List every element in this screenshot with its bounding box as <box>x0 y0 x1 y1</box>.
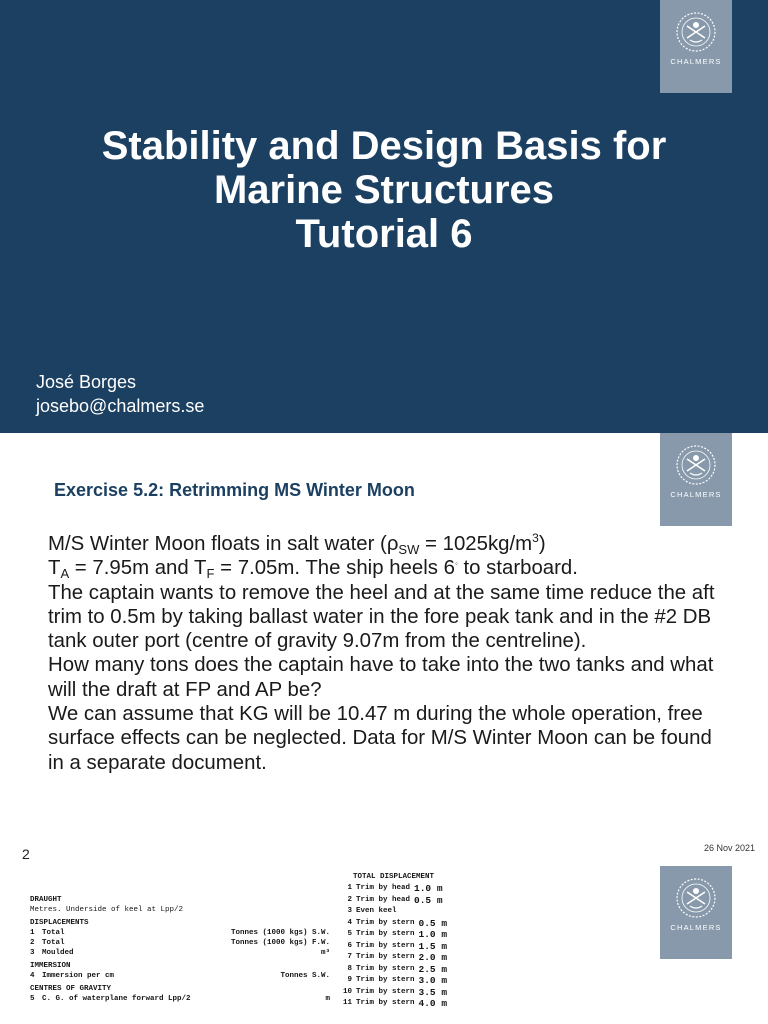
table-header: DRAUGHT <box>30 896 62 904</box>
row-number: 11 <box>342 999 352 1007</box>
row-number: 2 <box>347 895 352 904</box>
text: ) <box>538 533 546 555</box>
total-displacement-table <box>338 872 618 1010</box>
row-value: 0.5 m <box>414 894 443 906</box>
paragraph: We can assume that KG will be 10.47 m during the whole operation, free surface effects can be neglected. Data for M/S Winter Moon can be found in a separate document. <box>48 703 712 774</box>
table-row <box>30 928 330 938</box>
row-label: Trim by stern <box>356 999 415 1007</box>
row-label: Moulded <box>42 949 74 957</box>
paragraph <box>48 532 728 556</box>
row-value: 2.5 m <box>418 963 448 975</box>
row-label: Trim by stern <box>356 930 415 938</box>
trim-rows <box>338 883 618 1010</box>
exercise-heading: Exercise 5.2: Retrimming MS Winter Moon <box>54 480 415 500</box>
row-unit: Tonnes (1000 kgs) S.W. <box>230 929 330 937</box>
subscript: SW <box>398 542 420 557</box>
row-value: 4.0 m <box>418 998 448 1009</box>
row-value: 3.0 m <box>418 975 448 986</box>
row-number: 3 <box>30 949 35 957</box>
table-row <box>338 941 618 953</box>
slide-title <box>0 124 768 256</box>
table-row <box>30 994 330 1004</box>
row-label: Trim by stern <box>356 953 415 961</box>
row-number: 5 <box>30 995 35 1003</box>
exercise-slide <box>0 433 768 866</box>
table-row <box>338 918 618 930</box>
slide-date: 26 Nov 2021 <box>704 843 756 853</box>
table-row <box>30 971 330 981</box>
title-line: Marine Structures <box>213 168 555 212</box>
chalmers-crest-icon <box>674 443 718 487</box>
row-label: Total <box>42 939 65 947</box>
row-number: 1 <box>30 929 35 937</box>
chalmers-crest-icon <box>674 876 718 920</box>
row-number: 2 <box>30 939 35 947</box>
row-number: 1 <box>347 884 352 892</box>
row-number: 8 <box>347 964 352 973</box>
table-row <box>338 895 618 907</box>
row-label: Total <box>42 929 65 937</box>
title-line: Tutorial 6 <box>295 212 473 256</box>
degree-mark: ◦ <box>454 559 458 569</box>
hydrostatic-labels-table <box>30 892 330 1004</box>
table-row <box>338 883 618 895</box>
paragraph: How many tons does the captain have to take into the two tanks and what will the draft at FP and AP be? <box>48 654 714 701</box>
chalmers-logo <box>660 0 732 93</box>
row-value: 1.5 m <box>418 940 448 952</box>
table-row <box>338 906 618 918</box>
table-row <box>338 952 618 964</box>
logo-text: CHALMERS <box>670 923 722 932</box>
text: = 7.05m. The ship heels 6 <box>214 557 455 580</box>
row-number: 9 <box>347 976 352 984</box>
text: M/S Winter Moon floats in salt water (ρ <box>48 533 399 555</box>
row-number: 7 <box>347 953 352 961</box>
row-number: 10 <box>342 987 352 996</box>
row-value: 3.5 m <box>418 986 448 998</box>
text: T <box>48 557 61 580</box>
author-block <box>36 370 204 418</box>
table-header: DISPLACEMENTS <box>30 919 89 927</box>
row-unit: Tonnes (1000 kgs) F.W. <box>230 939 330 947</box>
logo-text: CHALMERS <box>670 490 722 499</box>
row-value: 2.0 m <box>418 952 448 963</box>
row-label: Immersion per cm <box>42 972 115 980</box>
row-label: Even keel <box>356 907 397 915</box>
title-slide <box>0 0 768 433</box>
row-label: Trim by stern <box>356 964 415 973</box>
author-name: José Borges <box>36 372 137 392</box>
chalmers-logo <box>660 433 732 526</box>
row-label: Trim by stern <box>356 941 415 950</box>
logo-text: CHALMERS <box>670 57 722 66</box>
text: = 1025kg/m <box>419 533 533 555</box>
row-label: Trim by stern <box>356 987 415 996</box>
table-row <box>30 938 330 948</box>
row-number: 3 <box>347 907 352 915</box>
table-header: CENTRES OF GRAVITY <box>30 985 112 993</box>
exercise-body <box>48 532 728 775</box>
paragraph <box>48 556 728 580</box>
row-unit: m³ <box>320 949 330 957</box>
row-label: Trim by stern <box>356 918 415 927</box>
row-value: 1.0 m <box>414 883 443 894</box>
text: to starboard. <box>457 557 578 580</box>
row-number: 4 <box>347 918 352 927</box>
table-row <box>338 929 618 941</box>
table-row <box>338 975 618 987</box>
subscript: A <box>60 566 70 582</box>
subscript: F <box>206 566 215 582</box>
chalmers-crest-icon <box>674 10 718 54</box>
row-number: 4 <box>30 972 35 980</box>
row-unit: m <box>325 995 330 1003</box>
table-header: IMMERSION <box>30 962 71 970</box>
row-unit: Tonnes S.W. <box>280 972 330 980</box>
row-value: 0.5 m <box>418 917 448 929</box>
row-label: Trim by stern <box>356 976 415 984</box>
paragraph: The captain wants to remove the heel and at the same time reduce the aft trim to 0.5m by taking ballast water in the fore peak tank and in the #2 DB tank outer port (centre of gravity 9.07m from the centreline). <box>48 581 715 653</box>
chalmers-logo <box>660 866 732 959</box>
data-table-slide <box>0 866 768 1024</box>
row-label: Trim by head <box>356 884 411 892</box>
table-row <box>338 998 618 1010</box>
text: = 7.95m and T <box>69 557 207 580</box>
superscript: 3 <box>532 531 539 545</box>
row-number: 6 <box>347 941 352 950</box>
row-label: Trim by head <box>356 895 411 904</box>
title-line: Stability and Design Basis for <box>101 124 667 168</box>
page-number: 2 <box>22 846 30 862</box>
table-row <box>338 964 618 976</box>
row-value: 1.0 m <box>418 929 448 940</box>
row-label: C. G. of waterplane forward Lpp/2 <box>42 995 191 1003</box>
table-header: TOTAL DISPLACEMENT <box>353 873 435 881</box>
author-email: josebo@chalmers.se <box>36 396 205 416</box>
table-row <box>338 987 618 999</box>
table-subheader: Metres. Underside of keel at Lpp/2 <box>30 906 184 914</box>
row-number: 5 <box>347 930 352 938</box>
table-row <box>30 948 330 958</box>
